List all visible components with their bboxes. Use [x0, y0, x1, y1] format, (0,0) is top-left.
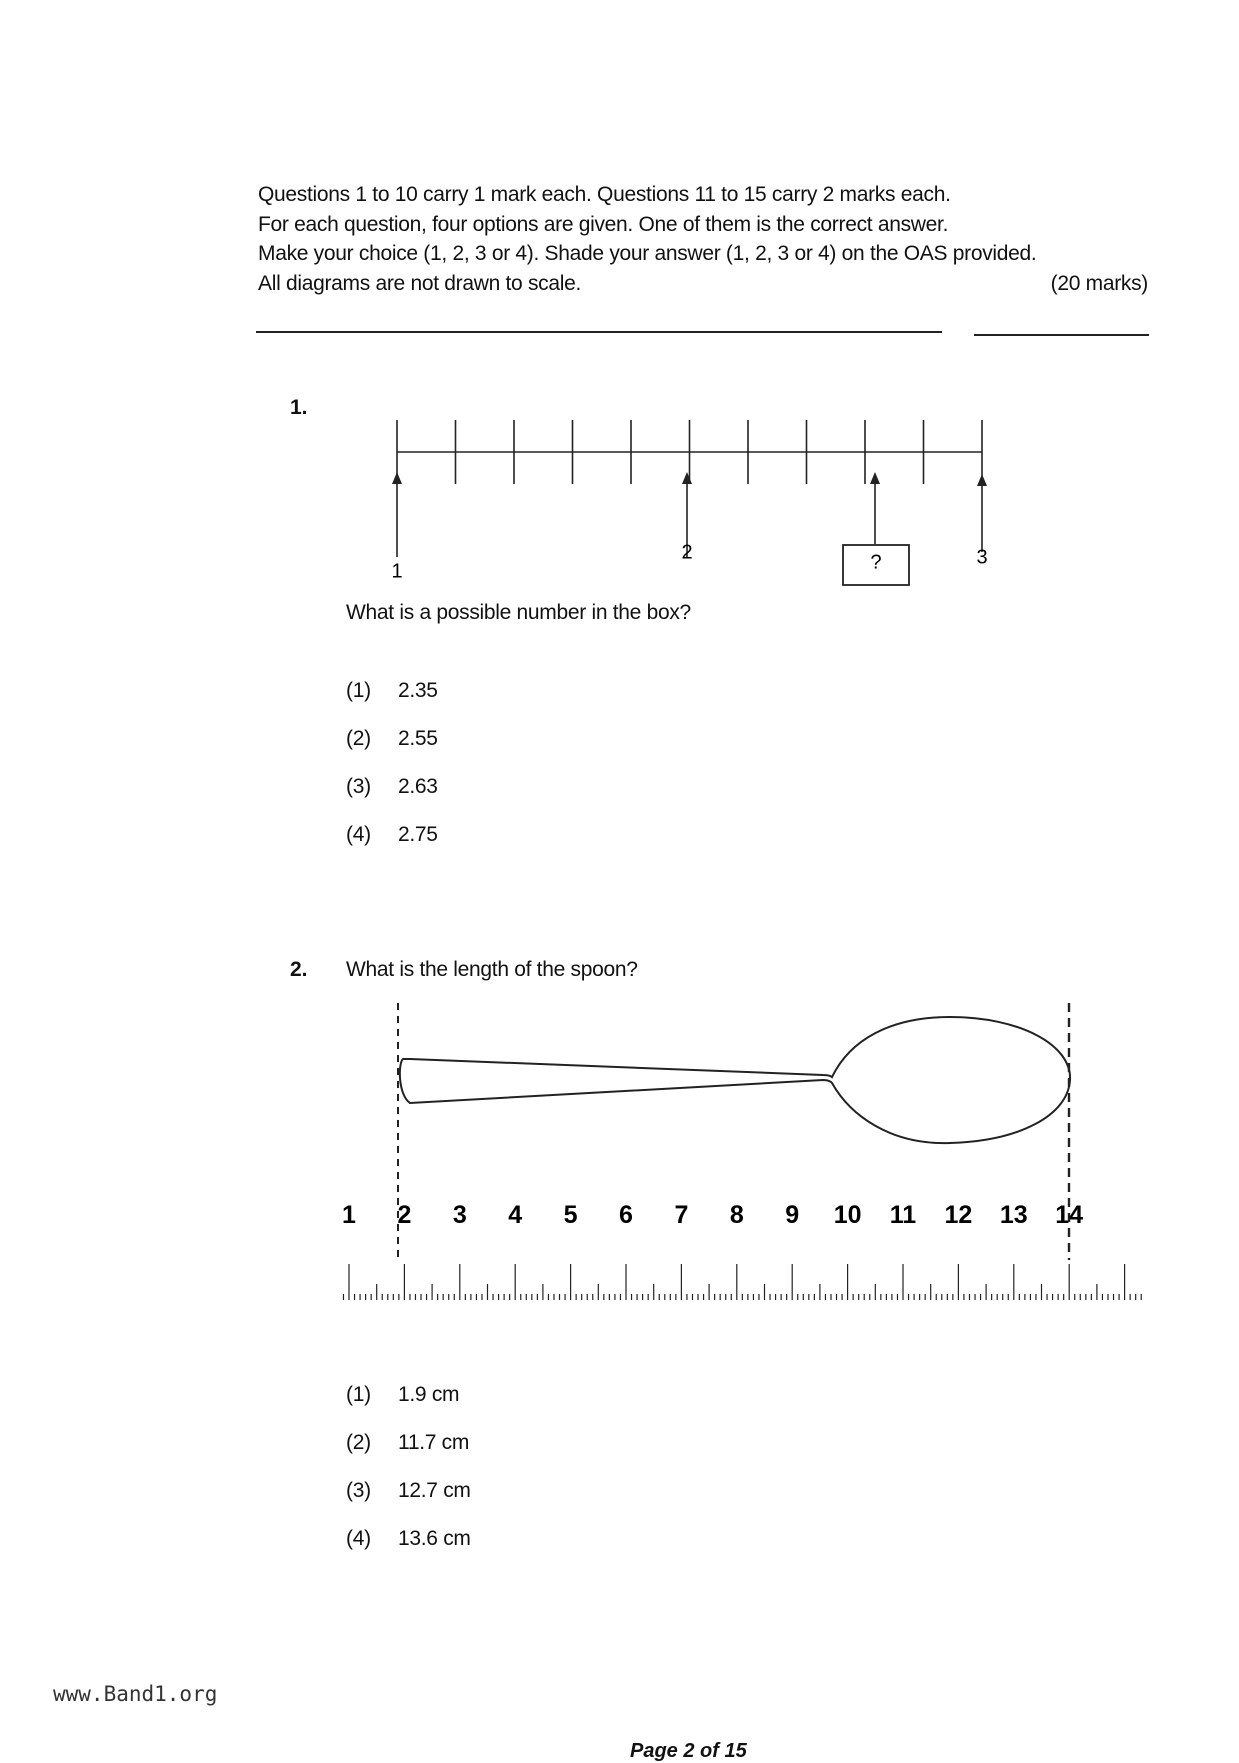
ruler-label: 11 — [889, 1201, 917, 1229]
total-marks: (20 marks) — [1050, 271, 1148, 295]
ruler-label: 1 — [342, 1201, 356, 1229]
option-value: 12.7 cm — [398, 1479, 471, 1502]
spoon — [400, 1017, 1070, 1143]
instruction-line-3: Make your choice (1, 2, 3 or 4). Shade your answer (1, 2, 3 or 4) on the OAS provided. — [258, 242, 1037, 265]
ruler-label: 3 — [452, 1201, 467, 1229]
q1-option-4 — [346, 823, 438, 847]
instruction-line-4-row — [258, 269, 1148, 299]
ruler-label: 13 — [999, 1201, 1028, 1229]
option-label: (2) — [346, 727, 371, 750]
option-label: (3) — [346, 1479, 371, 1502]
option-value: 13.6 cm — [398, 1527, 471, 1550]
q2-option-2 — [346, 1431, 469, 1455]
ruler-label: 8 — [729, 1201, 744, 1229]
option-label: (2) — [346, 1431, 371, 1454]
q1-option-3 — [346, 775, 438, 799]
box-question-mark: ? — [870, 551, 882, 574]
option-value: 11.7 cm — [398, 1431, 470, 1454]
instruction-line-4: All diagrams are not drawn to scale. — [258, 271, 582, 295]
ruler-label: 12 — [944, 1201, 973, 1229]
page-number: Page 2 of 15 — [630, 1740, 747, 1762]
ruler-label: 10 — [833, 1201, 862, 1229]
option-label: (1) — [346, 1383, 371, 1406]
q2-option-3 — [346, 1479, 471, 1503]
option-label: (3) — [346, 775, 371, 798]
q2-option-4 — [346, 1527, 471, 1551]
option-value: 2.55 — [398, 727, 438, 750]
ruler-label: 2 — [397, 1201, 412, 1229]
label-1: 1 — [391, 560, 403, 583]
q1-number-line-diagram — [380, 412, 1000, 597]
ruler — [343, 1264, 1141, 1300]
q1-question: What is a possible number in the box? — [346, 601, 691, 624]
ruler-label: 4 — [508, 1201, 523, 1229]
q1-option-1 — [346, 679, 438, 703]
option-value: 1.9 cm — [398, 1383, 460, 1406]
ruler-label: 5 — [563, 1201, 578, 1229]
divider-line-short — [974, 334, 1149, 336]
option-value: 2.35 — [398, 679, 438, 702]
label-2: 2 — [681, 541, 693, 564]
q1-number: 1. — [290, 396, 308, 419]
ruler-label: 7 — [674, 1201, 689, 1229]
option-label: (1) — [346, 679, 371, 702]
option-label: (4) — [346, 1527, 371, 1550]
divider-line — [256, 331, 942, 333]
q2-spoon-ruler-diagram — [330, 995, 1150, 1310]
label-3: 3 — [976, 546, 988, 569]
option-label: (4) — [346, 823, 371, 846]
q1-option-2 — [346, 727, 438, 751]
ruler-label: 14 — [1055, 1201, 1084, 1229]
instruction-line-1: Questions 1 to 10 carry 1 mark each. Questions 11 to 15 carry 2 marks each. — [258, 183, 951, 206]
q2-number: 2. — [290, 958, 308, 981]
option-value: 2.75 — [398, 823, 438, 846]
q2-option-1 — [346, 1383, 459, 1407]
option-value: 2.63 — [398, 775, 438, 798]
footer-url[interactable]: www.Band1.org — [53, 1682, 218, 1706]
instructions — [258, 180, 1148, 298]
ruler-label: 9 — [785, 1201, 800, 1229]
ruler-label: 6 — [619, 1201, 633, 1229]
q2-question: What is the length of the spoon? — [346, 958, 638, 981]
instruction-line-2: For each question, four options are given. One of them is the correct answer. — [258, 212, 949, 236]
ruler-labels — [342, 1201, 1083, 1229]
